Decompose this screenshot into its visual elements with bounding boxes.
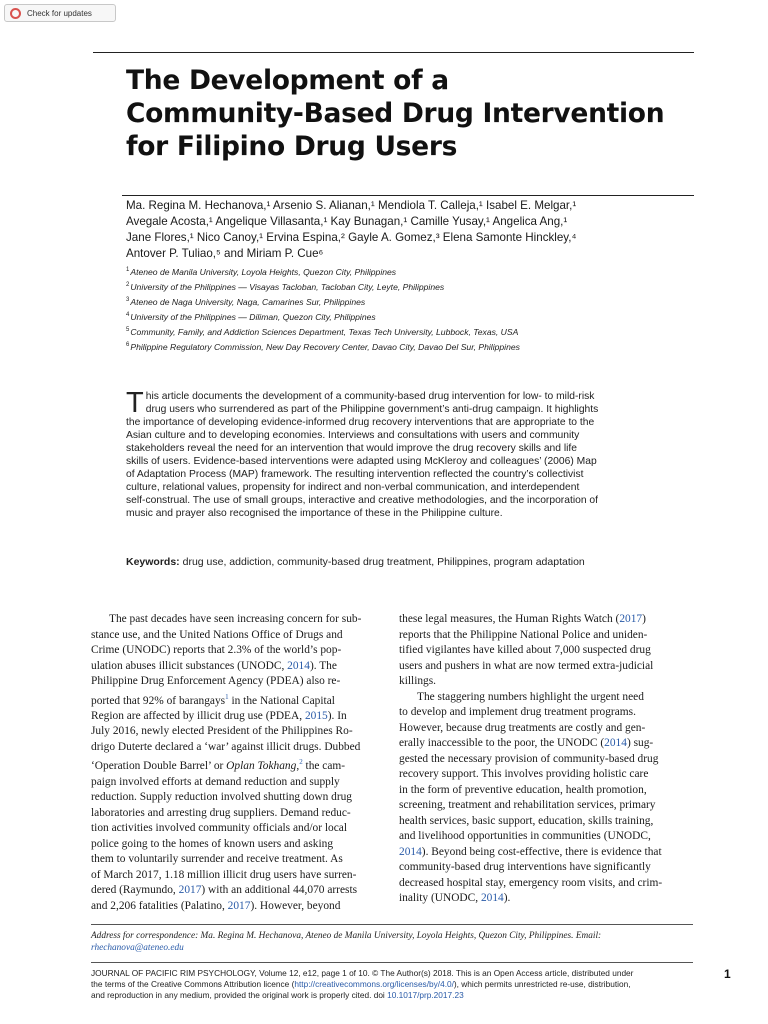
body-line: police going to the homes of known users and asking — [91, 837, 334, 850]
body-line: tified vigilantes have killed about 7,000 suspected drug — [399, 644, 651, 656]
body-line: 2014). Beyond being cost-effective, there is evidence that — [399, 845, 662, 858]
abstract-line: the importance of developing evidence-informed drug recovery interventions that are appropriate to the — [126, 417, 595, 429]
affiliation-list — [126, 264, 686, 354]
journal-footer — [91, 968, 693, 1001]
title-rule — [122, 195, 694, 196]
update-ring-icon — [10, 8, 21, 19]
body-line: The past decades have seen increasing concern for sub- — [109, 613, 362, 625]
footer-line: JOURNAL OF PACIFIC RIM PSYCHOLOGY, Volume 12, e12, page 1 of 10. © The Author(s) 2018. This is an Open Access article, distributed under — [91, 968, 634, 978]
footnote-rule — [91, 924, 693, 925]
keywords — [126, 556, 585, 568]
citation-link[interactable]: 2014 — [604, 737, 627, 749]
citation-link[interactable]: 2014 — [287, 659, 310, 672]
citation-link[interactable]: 2017 — [619, 613, 643, 625]
footnote-link[interactable]: 1 — [225, 692, 229, 701]
body-line: reduction. Supply reduction involved shutting down drug — [91, 791, 353, 804]
body-line: ulation abuses illicit substances (UNODC, 2014). The — [91, 659, 337, 672]
abstract — [126, 387, 660, 520]
body-line: The staggering numbers highlight the urgent need — [417, 690, 644, 703]
body-line: paign involved efforts at demand reduction and supply — [91, 775, 340, 788]
top-rule — [93, 52, 694, 53]
body-line: to develop and implement drug treatment programs. — [399, 706, 636, 718]
body-line: and 2,206 fatalities (Palatino, 2017). However, beyond — [91, 899, 341, 912]
body-line: decreased hospital stay, emergency room visits, and crim- — [399, 876, 663, 889]
abstract-line: music and prayer also recognised the importance of these in the Philippine culture. — [126, 508, 503, 520]
body-line: health services, basic support, education, skills training, — [399, 814, 654, 827]
author-line: Antover P. Tuliao,⁵ and Miriam P. Cue⁶ — [126, 247, 324, 261]
abstract-line: Asian culture and to developing economies. Interviews and consultations with users and community — [126, 430, 580, 442]
citation-link[interactable]: 2014 — [399, 845, 422, 858]
body-line: inality (UNODC, 2014). — [399, 892, 511, 904]
keywords-label: Keywords: — [126, 556, 180, 568]
body-line: of March 2017, 1.18 million illicit drug users have surren- — [91, 868, 357, 881]
title-line: for Filipino Drug Users — [126, 131, 458, 162]
footer-line: and reproduction in any medium, provided the original work is properly cited. doi 10.1017/prp.2017.23 — [91, 990, 464, 1000]
body-line: ported that 92% of barangays$^1$ in the National Capital — [91, 692, 335, 707]
body-line: Philippine Drug Enforcement Agency (PDEA) also re- — [91, 675, 341, 687]
affiliation-item: $^4$University of the Philippines — Diliman, Quezon City, Philippines — [126, 312, 376, 323]
check-for-updates-label: Check for updates — [27, 8, 92, 18]
abstract-line: his article documents the development of a community-based drug intervention for low- to mild-risk — [145, 391, 595, 402]
abstract-line: drug users who surrendered as part of the Philippine government’s anti-drug campaign. It highlights — [145, 404, 599, 416]
check-for-updates-badge[interactable] — [4, 4, 116, 22]
abstract-line: culture, relational values, propensity for indirect and non-verbal communication, and interdependent — [126, 482, 580, 494]
title-line: The Development of a — [126, 65, 449, 96]
author-list — [126, 198, 686, 262]
citation-link[interactable]: 2017 — [178, 884, 202, 897]
title-line: Community-Based Drug Intervention — [126, 98, 665, 129]
body-line: July 2016, newly elected President of the Philippines Ro- — [91, 725, 353, 738]
abstract-line: self-construal. The use of small groups, interactive and creative methodologies, and the incorporation of — [126, 495, 599, 507]
abstract-line: stakeholders reveal the need for an intervention that would improve the drug recovery skills and life — [126, 443, 578, 455]
body-line: drigo Duterte declared a ‘war’ against illicit drugs. Dubbed — [91, 740, 361, 753]
page-number: 1 — [724, 967, 731, 981]
doi-link[interactable]: 10.1017/prp.2017.23 — [387, 990, 464, 1000]
body-line: dered (Raymundo, 2017) with an additional 44,070 arrests — [91, 884, 358, 897]
body-line: community-based drug interventions have significantly — [399, 861, 651, 873]
body-line: recovery support. This involves providing holistic care — [399, 768, 649, 780]
body-line: laboratories and arresting drug suppliers. Demand reduc- — [91, 806, 351, 819]
affiliation-item: $^2$University of the Philippines — Visayas Tacloban, Tacloban City, Leyte, Philippines — [126, 281, 445, 292]
correspondence-note — [91, 930, 693, 954]
body-line: reports that the Philippine National Police and uniden- — [399, 628, 648, 641]
author-line: Avegale Acosta,¹ Angelique Villasanta,¹ Kay Bunagan,¹ Camille Yusay,¹ Angelica Ang,¹ — [126, 215, 568, 229]
footer-rule — [91, 962, 693, 963]
body-line: and livelihood opportunities in communities (UNODC, — [399, 830, 651, 842]
abstract-line: of Adaptation Process (MAP) framework. The resulting intervention reflected the country’s collectivist — [126, 469, 584, 481]
abstract-line: skills of users. Evidence-based interventions were adapted using McKleroy and colleagues’ (2006) Map — [126, 456, 597, 468]
correspondence-text: Address for correspondence: Ma. Regina M. Hechanova, Ateneo de Manila University, Loyola Heights, Quezon City, Philippines. Email: — [91, 931, 602, 941]
affiliation-item: $^5$Community, Family, and Addiction Sciences Department, Texas Tech University, Lubbock, Texas, USA — [126, 327, 519, 338]
affiliation-item: $^1$Ateneo de Manila University, Loyola Heights, Quezon City, Philippines — [126, 266, 397, 277]
citation-link[interactable]: 2017 — [227, 899, 251, 912]
body-line: them to voluntarily surrender and receive treatment. As — [91, 853, 343, 866]
article-title — [126, 64, 706, 163]
body-line: However, because drug treatments are costly and gen- — [399, 721, 646, 734]
author-line: Ma. Regina M. Hechanova,¹ Arsenio S. Alianan,¹ Mendiola T. Calleja,¹ Isabel E. Melgar,¹ — [126, 199, 577, 212]
body-column-left — [91, 612, 387, 914]
author-line: Jane Flores,¹ Nico Canoy,¹ Ervina Espina,² Gayle A. Gomez,³ Elena Samonte Hinckley,⁴ — [126, 231, 577, 245]
body-line: Crime (UNODC) reports that 2.3% of the world’s pop- — [91, 644, 342, 656]
abstract-dropcap: T — [126, 387, 144, 419]
affiliation-item: $^6$Philippine Regulatory Commission, New Day Recovery Center, Davao City, Davao Del Sur, Philippines — [126, 342, 520, 353]
body-column-right — [399, 612, 695, 907]
citation-link[interactable]: 2015 — [304, 709, 328, 722]
affiliation-item: $^3$Ateneo de Naga University, Naga, Camarines Sur, Philippines — [126, 296, 366, 307]
body-line: users and pushers in what are now termed extra-judicial — [399, 659, 654, 672]
citation-link[interactable]: 2014 — [480, 892, 504, 904]
footnote-link[interactable]: 2 — [299, 758, 303, 767]
body-line: these legal measures, the Human Rights Watch (2017) — [399, 613, 646, 625]
body-line: tion activities involved community officials and/or local — [91, 822, 348, 835]
body-line: in the form of preventive education, health promotion, — [399, 783, 647, 796]
body-line: screening, treatment and rehabilitation services, primary — [399, 799, 656, 811]
body-line: stance use, and the United Nations Office of Drugs and — [91, 628, 343, 641]
body-line: gested the necessary provision of community-based drug — [399, 752, 659, 765]
body-line: ‘Operation Double Barrel’ or Oplan Tokhang,$^2$ the cam- — [91, 758, 346, 773]
body-line: killings. — [399, 675, 437, 687]
footer-line: the terms of the Creative Commons Attribution licence (http://creativecommons.org/licenses/by/4.0/), which permits unrestricted re-use, distribution, — [91, 979, 631, 989]
license-link[interactable]: http://creativecommons.org/licenses/by/4.0/ — [294, 979, 454, 989]
body-line: Region are affected by illicit drug use (PDEA, 2015). In — [91, 709, 347, 722]
keywords-text: drug use, addiction, community-based drug treatment, Philippines, program adaptation — [182, 556, 585, 568]
body-line: erally inaccessible to the poor, the UNODC (2014) sug- — [399, 737, 654, 749]
correspondence-email-link[interactable]: rhechanova@ateneo.edu — [91, 943, 184, 953]
